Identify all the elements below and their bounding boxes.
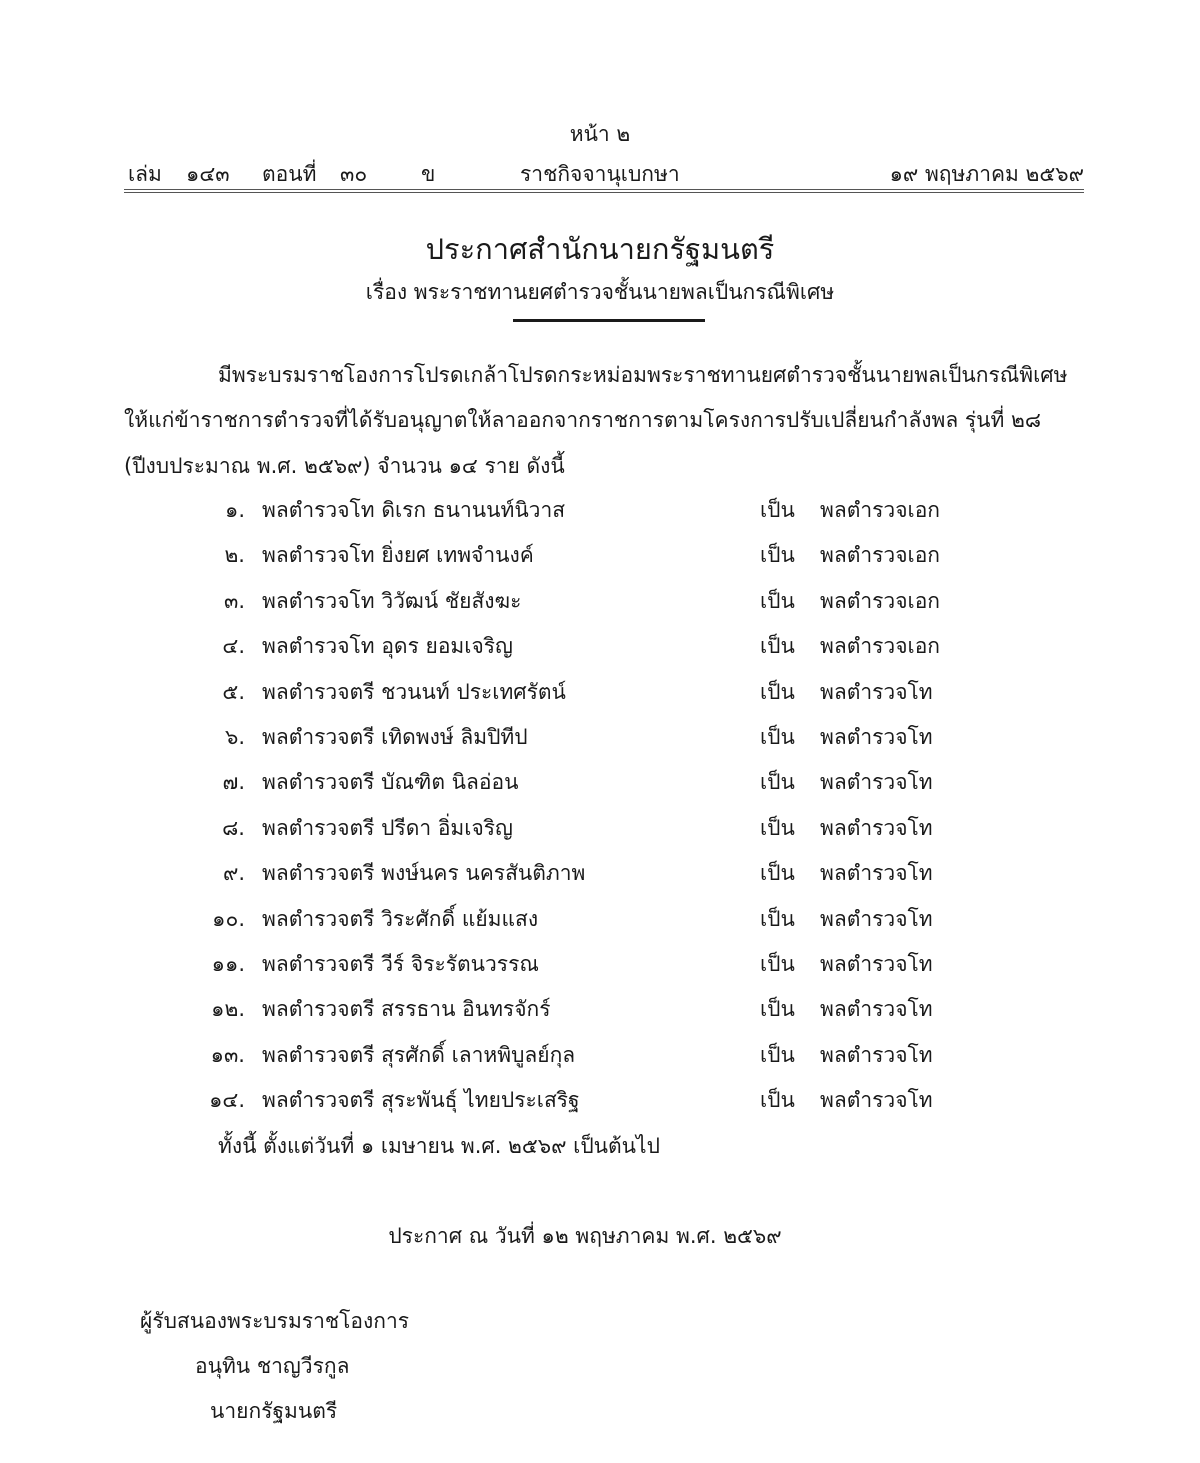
item-number: ๒. xyxy=(224,543,245,568)
as-label: เป็น xyxy=(760,679,795,704)
body-line-2: ให้แก่ข้าราชการตำรวจที่ได้รับอนุญาตให้ลาออกจากราชการตามโครงการปรับเปลี่ยนกำลังพล รุ่นที่ ๒๘ xyxy=(124,408,1042,432)
as-label: เป็น xyxy=(760,543,795,568)
new-rank: พลตำรวจโท xyxy=(820,997,933,1022)
volume-number: ๑๔๓ xyxy=(186,162,230,186)
officer-name: พลตำรวจโท ดิเรก ธนานนท์นิวาส xyxy=(262,498,566,522)
officer-name: พลตำรวจโท อุดร ยอมเจริญ xyxy=(262,634,513,659)
item-number: ๑๐. xyxy=(212,906,245,931)
new-rank: พลตำรวจโท xyxy=(820,770,933,795)
as-label: เป็น xyxy=(760,906,795,931)
header-rule xyxy=(124,189,1084,190)
body-line-3: (ปีงบประมาณ พ.ศ. ๒๕๖๙) จำนวน ๑๔ ราย ดังนี้ xyxy=(124,454,565,478)
officer-name: พลตำรวจตรี สรรธาน อินทรจักร์ xyxy=(262,997,551,1022)
item-number: ๘. xyxy=(222,815,245,840)
new-rank: พลตำรวจโท xyxy=(820,815,933,840)
item-number: ๑๒. xyxy=(211,997,245,1022)
new-rank: พลตำรวจเอก xyxy=(820,543,941,568)
officer-name: พลตำรวจตรี สุระพันธุ์ ไทยประเสริฐ xyxy=(262,1088,580,1113)
issue-label: ตอนที่ xyxy=(262,162,317,186)
list-item xyxy=(0,903,1200,943)
officer-name: พลตำรวจตรี วิระศักดิ์ แย้มแสง xyxy=(262,906,539,931)
list-item xyxy=(0,676,1200,716)
item-number: ๖. xyxy=(224,725,245,749)
new-rank: พลตำรวจเอก xyxy=(820,588,941,613)
new-rank: พลตำรวจโท xyxy=(820,1042,933,1067)
gazette-date: ๑๙ พฤษภาคม ๒๕๖๙ xyxy=(889,162,1084,186)
signatory-position: นายกรัฐมนตรี xyxy=(210,1399,338,1423)
list-item xyxy=(0,539,1200,579)
officer-name: พลตำรวจโท ยิ่งยศ เทพจำนงค์ xyxy=(262,543,534,568)
issue-number: ๓๐ xyxy=(340,162,368,186)
new-rank: พลตำรวจเอก xyxy=(820,634,941,659)
officer-name: พลตำรวจโท วิวัฒน์ ชัยสังฆะ xyxy=(262,588,522,613)
list-item xyxy=(0,857,1200,897)
officer-name: พลตำรวจตรี วีร์ จิระรัตนวรรณ xyxy=(262,952,539,976)
item-number: ๔. xyxy=(222,634,245,659)
list-item xyxy=(0,766,1200,806)
body-line-1: มีพระบรมราชโองการโปรดเกล้าโปรดกระหม่อมพระราชทานยศตำรวจชั้นนายพลเป็นกรณีพิเศษ xyxy=(218,363,1068,387)
item-number: ๑. xyxy=(224,498,245,522)
as-label: เป็น xyxy=(760,861,795,886)
officer-name: พลตำรวจตรี พงษ์นคร นครสันติภาพ xyxy=(262,861,586,886)
officer-name: พลตำรวจตรี เทิดพงษ์ ลิมปิทีป xyxy=(262,725,528,749)
item-number: ๗. xyxy=(222,770,245,795)
gazette-name: ราชกิจจานุเบกษา xyxy=(520,162,680,186)
officer-name: พลตำรวจตรี ปรีดา อิ่มเจริญ xyxy=(262,815,513,840)
as-label: เป็น xyxy=(760,770,795,795)
list-item xyxy=(0,812,1200,852)
as-label: เป็น xyxy=(760,815,795,840)
list-item xyxy=(0,585,1200,625)
officer-name: พลตำรวจตรี ชวนนท์ ประเทศรัตน์ xyxy=(262,679,566,704)
as-label: เป็น xyxy=(760,997,795,1022)
as-label: เป็น xyxy=(760,634,795,659)
signatory-name: อนุทิน ชาญวีรกูล xyxy=(195,1354,350,1378)
effective-date: ทั้งนี้ ตั้งแต่วันที่ ๑ เมษายน พ.ศ. ๒๕๖๙ เป็นต้นไป xyxy=(218,1134,660,1158)
list-item xyxy=(0,948,1200,988)
list-item xyxy=(0,1084,1200,1124)
as-label: เป็น xyxy=(760,952,795,976)
announcement-title: ประกาศสำนักนายกรัฐมนตรี xyxy=(425,232,775,266)
new-rank: พลตำรวจโท xyxy=(820,679,933,704)
new-rank: พลตำรวจเอก xyxy=(820,498,941,522)
volume-label: เล่ม xyxy=(128,162,162,186)
officer-name: พลตำรวจตรี บัณฑิต นิลอ่อน xyxy=(262,770,519,795)
item-number: ๑๓. xyxy=(210,1042,245,1067)
item-number: ๕. xyxy=(222,679,245,704)
list-item xyxy=(0,721,1200,761)
title-divider xyxy=(513,319,705,322)
new-rank: พลตำรวจโท xyxy=(820,861,933,886)
new-rank: พลตำรวจโท xyxy=(820,1088,933,1113)
list-item xyxy=(0,494,1200,534)
item-number: ๙. xyxy=(222,861,245,886)
as-label: เป็น xyxy=(760,498,795,522)
section-letter: ข xyxy=(421,162,436,186)
list-item xyxy=(0,993,1200,1033)
countersign-label: ผู้รับสนองพระบรมราชโองการ xyxy=(140,1309,410,1333)
as-label: เป็น xyxy=(760,1042,795,1067)
list-item xyxy=(0,1039,1200,1079)
as-label: เป็น xyxy=(760,588,795,613)
officer-name: พลตำรวจตรี สุรศักดิ์ เลาหพิบูลย์กุล xyxy=(262,1042,576,1067)
item-number: ๓. xyxy=(223,588,245,613)
page-number: หน้า ๒ xyxy=(569,122,631,146)
header-rule-2 xyxy=(124,192,1084,193)
new-rank: พลตำรวจโท xyxy=(820,906,933,931)
item-number: ๑๔. xyxy=(209,1088,245,1113)
new-rank: พลตำรวจโท xyxy=(820,725,933,749)
announced-date: ประกาศ ณ วันที่ ๑๒ พฤษภาคม พ.ศ. ๒๕๖๙ xyxy=(388,1224,782,1248)
announcement-subject: เรื่อง พระราชทานยศตำรวจชั้นนายพลเป็นกรณีพิเศษ xyxy=(365,280,835,304)
item-number: ๑๑. xyxy=(211,952,245,976)
list-item xyxy=(0,630,1200,670)
as-label: เป็น xyxy=(760,1088,795,1113)
new-rank: พลตำรวจโท xyxy=(820,952,933,976)
as-label: เป็น xyxy=(760,725,795,749)
